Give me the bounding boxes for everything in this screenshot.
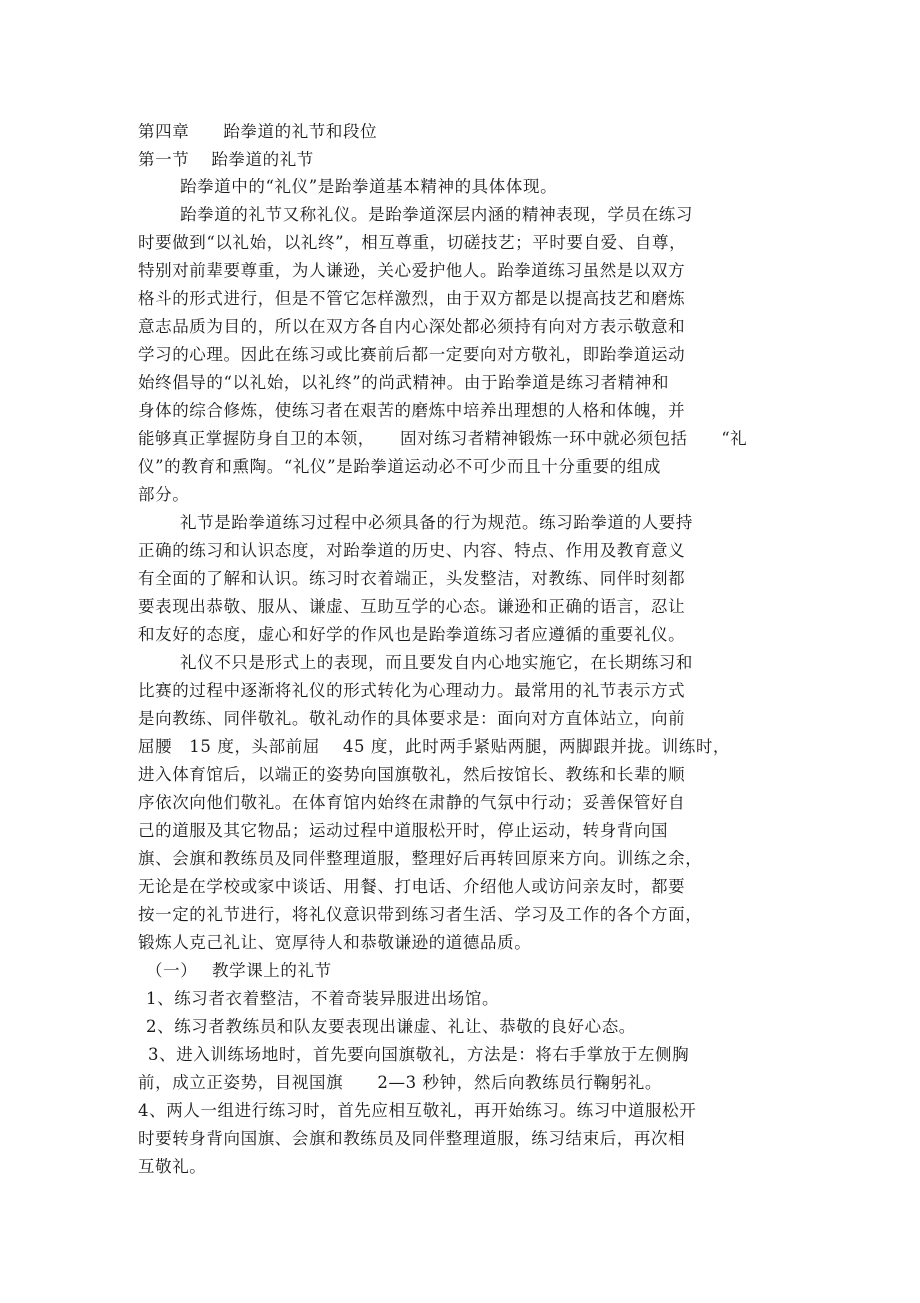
chapter-heading [138,122,377,142]
section-number: 第一节 [138,150,190,169]
text-line: 身体的综合修炼，使练习者在艰苦的磨炼中培养出理想的人格和体魄，并 [138,401,686,420]
section-heading [138,150,314,170]
chapter-number: 第四章 [138,122,190,141]
chapter-title: 跆拳道的礼节和段位 [223,122,378,141]
text-line: 旗、会旗和教练员及同伴整理道服，整理好后再转回原来方向。训练之余， [138,849,703,868]
list-item: 2、练习者教练员和队友要表现出谦虚、礼让、恭敬的良好心态。 [146,1017,636,1036]
text-line: 无论是在学校或家中谈话、用餐、打电话、介绍他人或访问亲友时，都要 [138,877,686,896]
text-line: 礼仪不只是形式上的表现，而且要发自内心地实施它，在长期练习和 [180,653,693,672]
text-line: 比赛的过程中逐渐将礼仪的形式转化为心理动力。最常用的礼节表示方式 [138,681,686,700]
text-line: 和友好的态度，虚心和好学的作风也是跆拳道练习者应遵循的重要礼仪。 [138,625,686,644]
text-line: 有全面的了解和认识。练习时衣着端正，头发整洁，对教练、同伴时刻都 [138,569,686,588]
text-line: 按一定的礼节进行，将礼仪意识带到练习者生活、学习及工作的各个方面， [138,905,703,924]
text-line: 意志品质为目的，所以在双方各自内心深处都必须持有向对方表示敬意和 [138,317,686,336]
subsection-heading: （一） 教学课上的礼节 [146,961,332,980]
text-line: 部分。 [138,485,190,504]
text-line: 要表现出恭敬、服从、谦虚、互助互学的心态。谦逊和正确的语言，忍让 [138,597,686,616]
text-line: 特别对前辈要尊重，为人谦逊，关心爱护他人。跆拳道练习虽然是以双方 [138,261,686,280]
list-item: 1、练习者衣着整洁，不着奇装异服进出场馆。 [146,989,500,1008]
text-line: 时要做到“以礼始，以礼终”，相互尊重，切磋技艺；平时要自爱、自尊， [138,233,687,252]
text-line: 学习的心理。因此在练习或比赛前后都一定要向对方敬礼，即跆拳道运动 [138,345,686,364]
text-line: 是向教练、同伴敬礼。敬礼动作的具体要求是：面向对方直体站立，向前 [138,709,686,728]
text-line: 正确的练习和认识态度，对跆拳道的历史、内容、特点、作用及教育意义 [138,541,686,560]
text-line: 能够真正掌握防身自卫的本领， 固对练习者精神锻炼一环中就必须包括 “礼 [138,429,747,448]
text-line: 进入体育馆后，以端正的姿势向国旗敬礼，然后按馆长、教练和长辈的顺 [138,765,686,784]
text-line: 锻炼人克己礼让、宽厚待人和恭敬谦逊的道德品质。 [138,933,532,952]
text-line: 格斗的形式进行，但是不管它怎样激烈，由于双方都是以提高技艺和磨炼 [138,289,686,308]
text-line: 仪”的教育和熏陶。“礼仪”是跆拳道运动必不可少而且十分重要的组成 [138,457,662,476]
text-line: 跆拳道中的“礼仪”是跆拳道基本精神的具体体现。 [180,177,558,196]
text-line: 己的道服及其它物品；运动过程中道服松开时，停止运动，转身背向国 [138,821,669,840]
list-item: 3、进入训练场地时，首先要向国旗敬礼，方法是：将右手掌放于左侧胸 [148,1045,690,1064]
section-title: 跆拳道的礼节 [211,150,314,169]
text-line: 序依次向他们敬礼。在体育馆内始终在肃静的气氛中行动；妥善保管好自 [138,793,686,812]
text-line: 互敬礼。 [138,1157,207,1176]
text-line: 前，成立正姿势，目视国旗 2—3 秒钟，然后向教练员行鞠躬礼。 [138,1073,662,1092]
list-item: 4、两人一组进行练习时，首先应相互敬礼，再开始练习。练习中道服松开 [138,1101,697,1120]
text-line: 始终倡导的“以礼始，以礼终”的尚武精神。由于跆拳道是练习者精神和 [138,373,670,392]
text-line: 礼节是跆拳道练习过程中必须具备的行为规范。练习跆拳道的人要持 [180,513,693,532]
text-line: 时要转身背向国旗、会旗和教练员及同伴整理道服，练习结束后，再次相 [138,1129,686,1148]
text-line: 屈腰 15 度，头部前屈 45 度，此时两手紧贴两腿，两脚跟并拢。训练时， [138,737,731,756]
text-line: 跆拳道的礼节又称礼仪。是跆拳道深层内涵的精神表现，学员在练习 [180,205,693,224]
